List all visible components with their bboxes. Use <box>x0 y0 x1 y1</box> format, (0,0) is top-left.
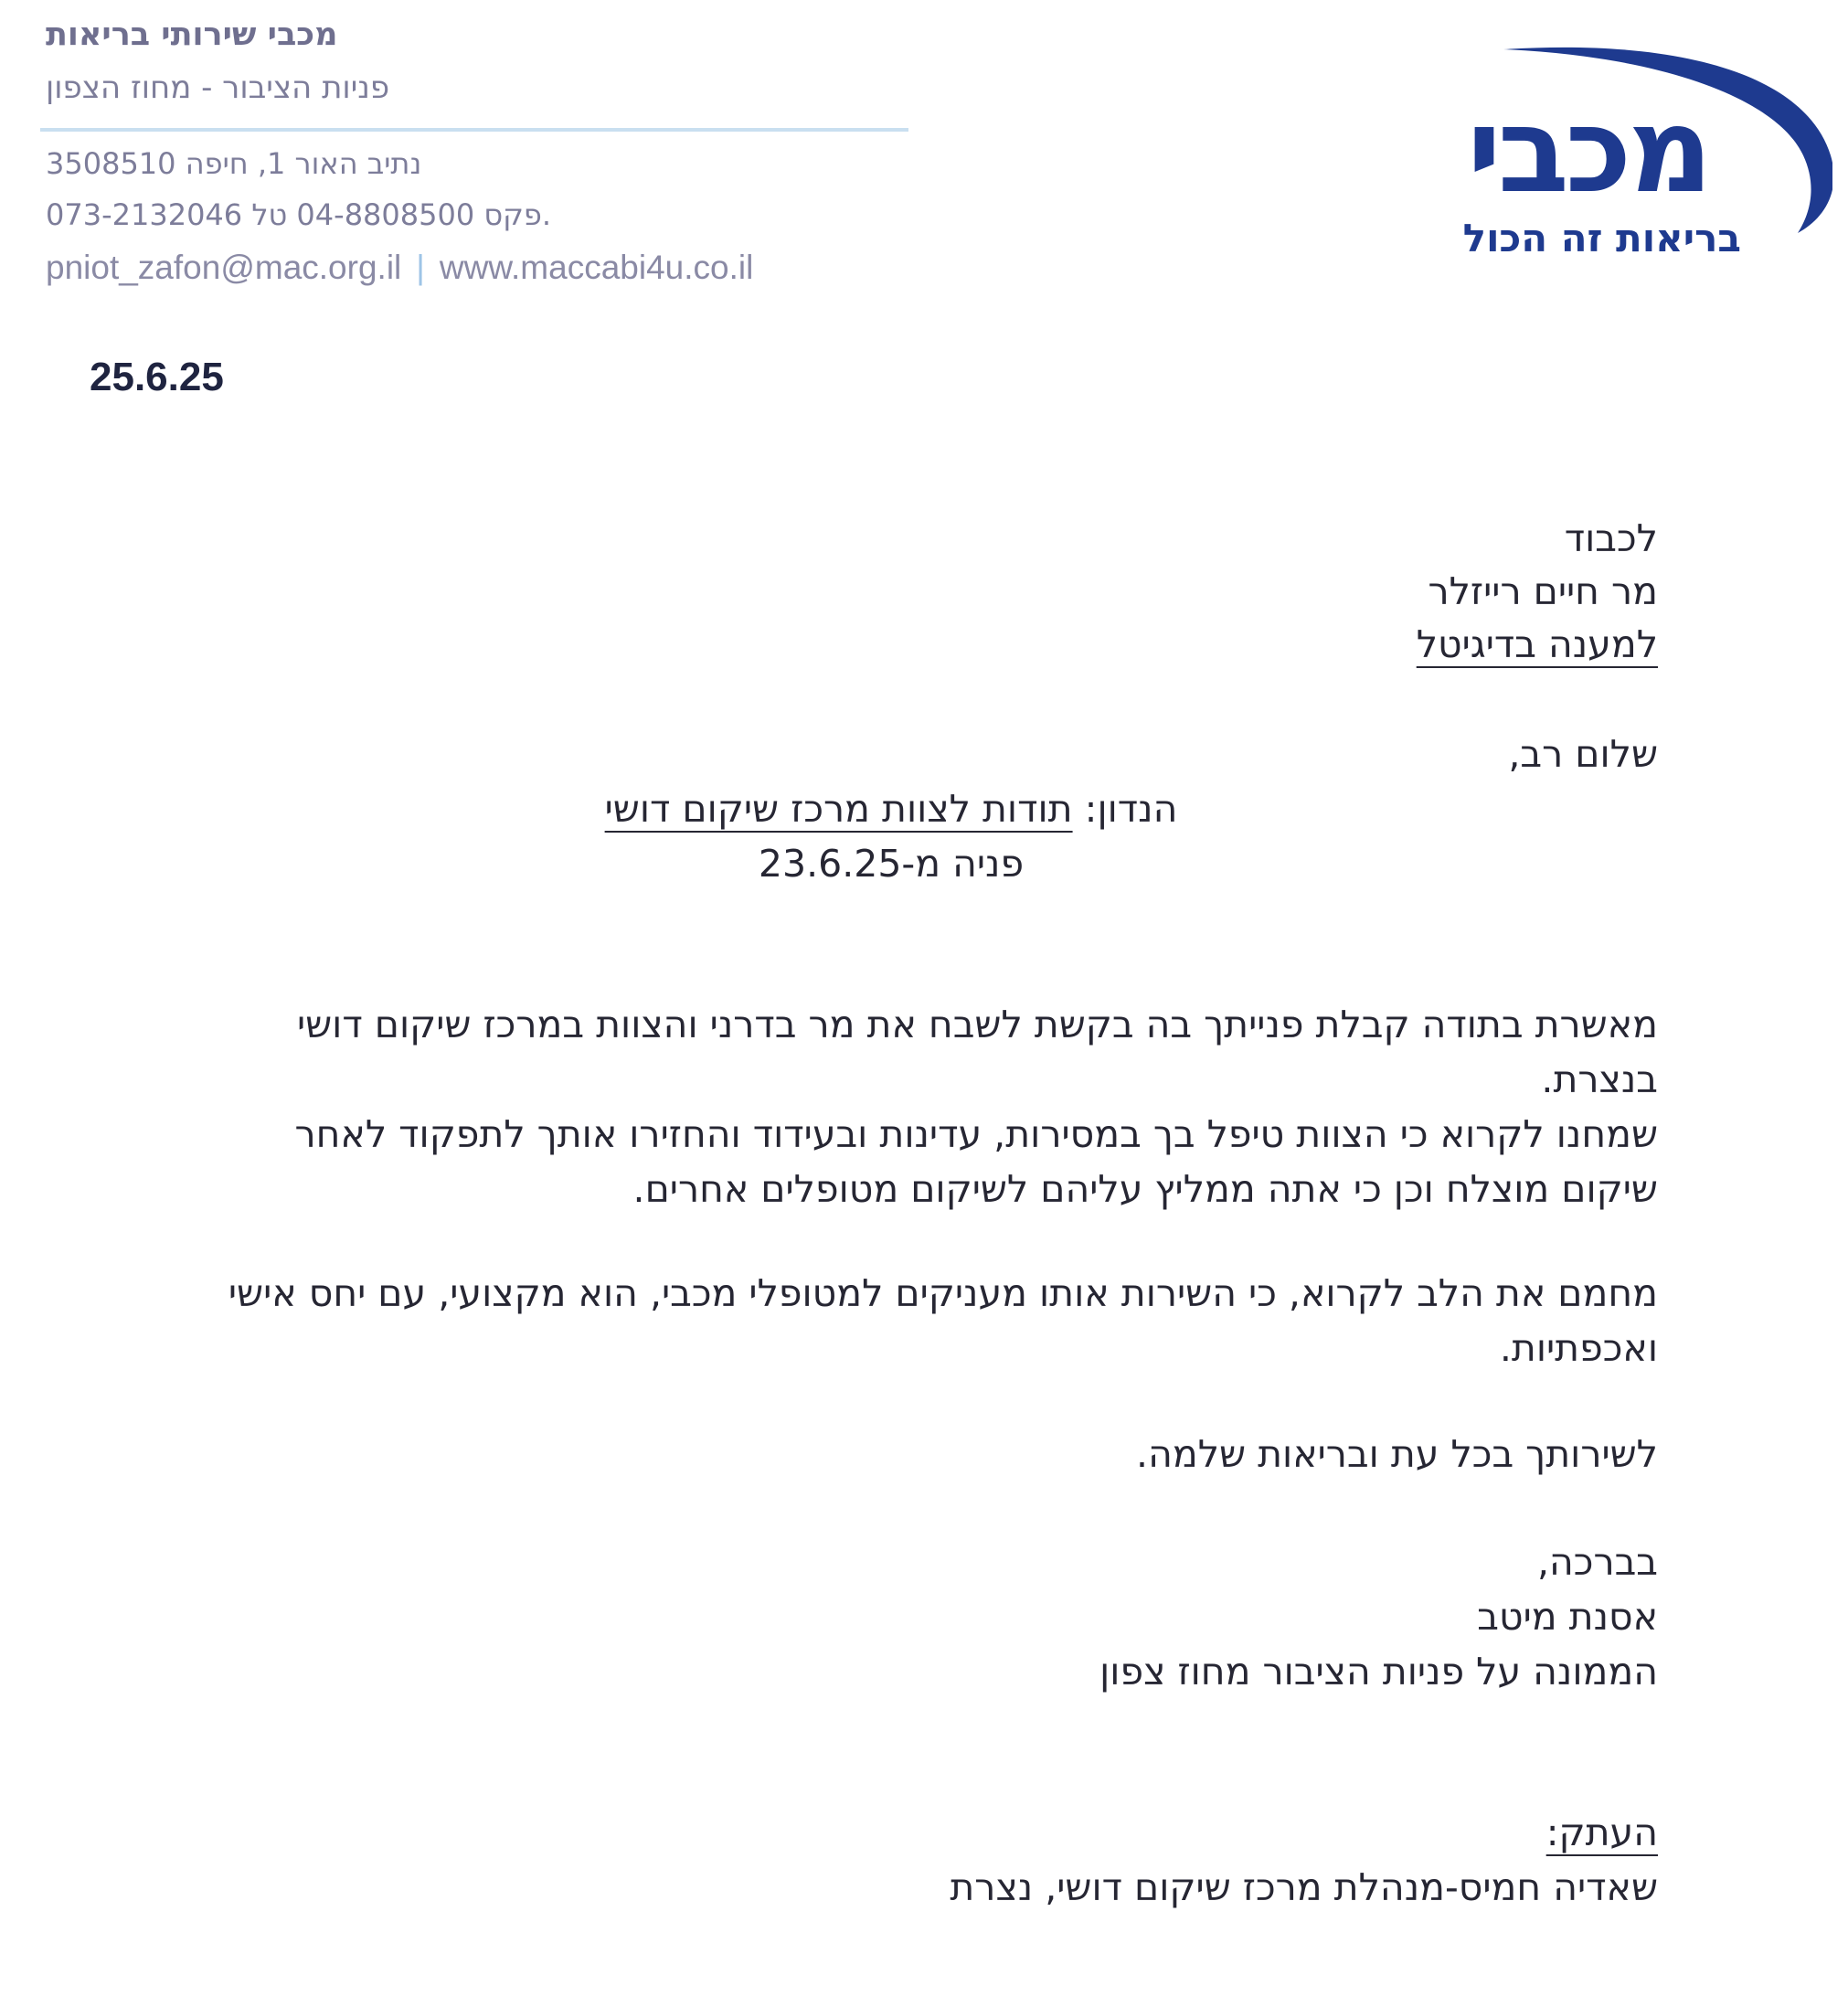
greeting: שלום רב, <box>1508 732 1658 776</box>
signer-title: הממונה על פניות הציבור מחוז צפון <box>1099 1650 1658 1694</box>
logo-name: מכבי <box>1467 83 1709 219</box>
recipient-name: מר חיים רייזלר <box>1428 569 1658 613</box>
subject-line <box>366 782 1417 835</box>
body-line: מאשרת בתודה קבלת פנייתך בה בקשת לשבח את מר בדרני והצוות במרכז שיקום דושי <box>296 1003 1658 1046</box>
email-link[interactable]: pniot_zafon@mac.org.il <box>46 249 402 286</box>
body-line: בנצרת. <box>1541 1057 1658 1101</box>
recipient-note-text: למענה בדיגיטל <box>1416 622 1658 666</box>
body-line: מחמם את הלב לקרוא, כי השירות אותו מעניקים למטופלי מכבי, הוא מקצועי, עם יחס אישי <box>228 1271 1658 1315</box>
address: נתיב האור 1, חיפה 3508510 <box>46 146 422 181</box>
phone-fax: 073-2132046 פקס 04-8808500 טל. <box>46 197 551 232</box>
logo-slogan: בריאות זה הכול <box>1462 216 1741 260</box>
cc-label <box>58 1806 1658 1859</box>
maccabi-logo <box>1375 37 1832 283</box>
reference-line: פניה מ-23.6.25 <box>758 842 1025 886</box>
department-name: פניות הציבור - מחוז הצפון <box>46 69 390 106</box>
body-line: לשירותך בכל עת ובריאות שלמה. <box>1136 1432 1658 1476</box>
org-name: מכבי שירותי בריאות <box>46 16 338 53</box>
contact-separator: | <box>416 249 425 286</box>
body-line: ואכפתיות. <box>1499 1326 1658 1370</box>
subject-prefix: הנדון: <box>1084 787 1178 831</box>
contact-line <box>46 249 753 287</box>
header-divider <box>40 128 908 132</box>
body-line: שיקום מוצלח וכן כי אתה ממליץ עליהם לשיקום מטופלים אחרים. <box>632 1167 1658 1211</box>
cc-recipient: שאדיה חמיס-מנהלת מרכז שיקום דושי, נצרת <box>950 1865 1658 1909</box>
body-line: שמחנו לקרוא כי הצוות טיפל בך במסירות, עדינות ובעידוד והחזירו אותך לתפקוד לאחר <box>294 1112 1658 1156</box>
cc-label-text: העתק: <box>1545 1811 1658 1854</box>
subject-text: תודות לצוות מרכז שיקום דושי <box>604 787 1073 831</box>
signer-name: אסנת מיטב <box>1477 1595 1658 1639</box>
letter-date: 25.6.25 <box>90 355 224 399</box>
to-prefix: לכבוד <box>1564 516 1658 560</box>
website-link[interactable]: www.maccabi4u.co.il <box>439 249 754 286</box>
recipient-note <box>58 618 1658 671</box>
closing: בברכה, <box>1536 1540 1658 1584</box>
